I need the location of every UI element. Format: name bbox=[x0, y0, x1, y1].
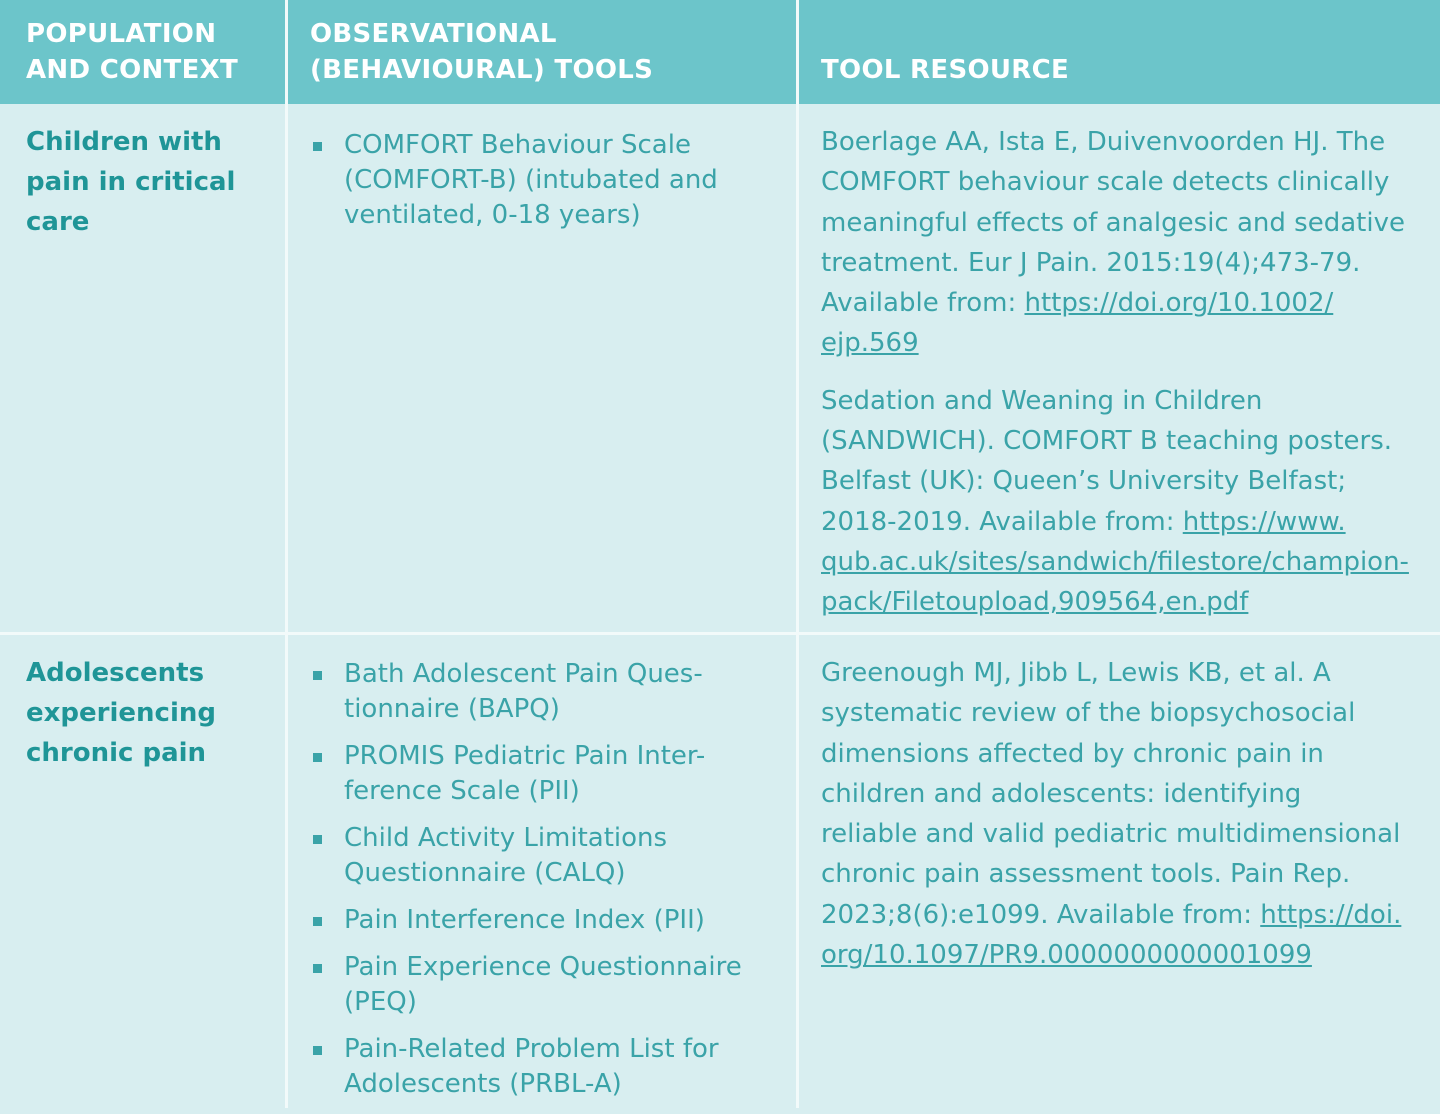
population-cell bbox=[0, 653, 286, 773]
citation-line: meaningful effects of analgesic and sedative bbox=[821, 207, 1405, 238]
list-item bbox=[344, 739, 797, 809]
tools-list bbox=[286, 128, 797, 233]
square-bullet-icon bbox=[313, 142, 322, 151]
citation-line: dimensions affected by chronic pain in bbox=[821, 738, 1324, 769]
tool-line: (COMFORT-B) (intubated and bbox=[344, 165, 718, 195]
resource-link[interactable]: pack/Filetoupload,909564,en.pdf bbox=[821, 587, 1249, 618]
doi-link[interactable]: https://doi. bbox=[1260, 899, 1402, 930]
list-item bbox=[344, 950, 797, 1020]
doi-link[interactable]: https://doi.org/10.1002/ bbox=[1024, 288, 1334, 319]
citation-line: (SANDWICH). COMFORT B teaching posters. bbox=[821, 426, 1393, 457]
citation-line: treatment. Eur J Pain. 2015:19(4);473-79. bbox=[821, 247, 1361, 278]
resource-link[interactable]: https://www. bbox=[1182, 506, 1346, 537]
resource-citation bbox=[821, 381, 1430, 623]
citation-line: 2018-2019. Available from: bbox=[821, 506, 1183, 537]
doi-link[interactable]: ejp.569 bbox=[821, 328, 919, 359]
citation-line: Sedation and Weaning in Children bbox=[821, 385, 1263, 416]
resource-cell bbox=[797, 653, 1440, 992]
citation-line: COMFORT behaviour scale detects clinically bbox=[821, 167, 1390, 198]
tools-cell bbox=[286, 657, 797, 1114]
tool-line: Pain Experience Questionnaire bbox=[344, 952, 742, 982]
tool-line: Questionnaire (CALQ) bbox=[344, 858, 626, 888]
square-bullet-icon bbox=[313, 671, 322, 680]
population-line: chronic pain bbox=[26, 738, 207, 768]
resource-citation bbox=[821, 122, 1430, 364]
header-line: OBSERVATIONAL bbox=[310, 19, 557, 49]
tool-line: tionnaire (BAPQ) bbox=[344, 694, 560, 724]
resource-citation bbox=[821, 653, 1430, 975]
tool-line: Bath Adolescent Pain Ques- bbox=[344, 659, 703, 689]
header-population-context bbox=[0, 0, 286, 104]
citation-line: Boerlage AA, Ista E, Duivenvoorden HJ. The bbox=[821, 127, 1386, 157]
list-item bbox=[344, 821, 797, 891]
resource-cell bbox=[797, 122, 1440, 640]
citation-line: chronic pain assessment tools. Pain Rep. bbox=[821, 859, 1351, 890]
citation-line: children and adolescents: identifying bbox=[821, 778, 1302, 809]
citation-line: 2023;8(6):e1099. Available from: bbox=[821, 899, 1261, 930]
doi-link[interactable]: org/10.1097/PR9.0000000000001099 bbox=[821, 940, 1312, 971]
header-line: POPULATION bbox=[26, 19, 217, 49]
tools-list bbox=[286, 657, 797, 1102]
header-observational-tools bbox=[286, 0, 797, 104]
population-line: Adolescents bbox=[26, 658, 205, 688]
list-item bbox=[344, 128, 797, 233]
tool-line: ference Scale (PII) bbox=[344, 776, 580, 806]
list-item bbox=[344, 903, 797, 938]
tool-line: (PEQ) bbox=[344, 987, 417, 1017]
square-bullet-icon bbox=[313, 1046, 322, 1055]
square-bullet-icon bbox=[313, 917, 322, 926]
tool-line: COMFORT Behaviour Scale bbox=[344, 130, 691, 160]
list-item bbox=[344, 1032, 797, 1102]
header-line: AND CONTEXT bbox=[26, 55, 239, 85]
tool-line: ventilated, 0-18 years) bbox=[344, 200, 641, 230]
tool-line: Pain-Related Problem List for bbox=[344, 1034, 719, 1064]
population-line: care bbox=[26, 207, 90, 237]
tool-line: Adolescents (PRBL-A) bbox=[344, 1069, 622, 1099]
citation-line: systematic review of the biopsychosocial bbox=[821, 698, 1356, 729]
list-item bbox=[344, 657, 797, 727]
table-header bbox=[0, 0, 1440, 104]
tool-line: Pain Interference Index (PII) bbox=[344, 905, 705, 935]
population-line: Children with bbox=[26, 127, 222, 157]
population-line: pain in critical bbox=[26, 167, 236, 197]
header-tool-resource bbox=[797, 0, 1440, 104]
population-cell bbox=[0, 122, 286, 242]
tools-cell bbox=[286, 128, 797, 245]
citation-line: reliable and valid pediatric multidimensional bbox=[821, 819, 1401, 850]
square-bullet-icon bbox=[313, 835, 322, 844]
tool-line: PROMIS Pediatric Pain Inter- bbox=[344, 741, 706, 771]
citation-line: Belfast (UK): Queen’s University Belfast; bbox=[821, 466, 1347, 497]
tool-line: Child Activity Limitations bbox=[344, 823, 668, 853]
header-line: TOOL RESOURCE bbox=[821, 55, 1070, 85]
citation-line: Greenough MJ, Jibb L, Lewis KB, et al. A bbox=[821, 658, 1331, 688]
population-line: experiencing bbox=[26, 698, 216, 728]
square-bullet-icon bbox=[313, 964, 322, 973]
citation-line: Available from: bbox=[821, 288, 1025, 319]
resource-link[interactable]: qub.ac.uk/sites/sandwich/filestore/champion- bbox=[821, 546, 1409, 577]
header-line: (BEHAVIOURAL) TOOLS bbox=[310, 55, 654, 85]
square-bullet-icon bbox=[313, 753, 322, 762]
